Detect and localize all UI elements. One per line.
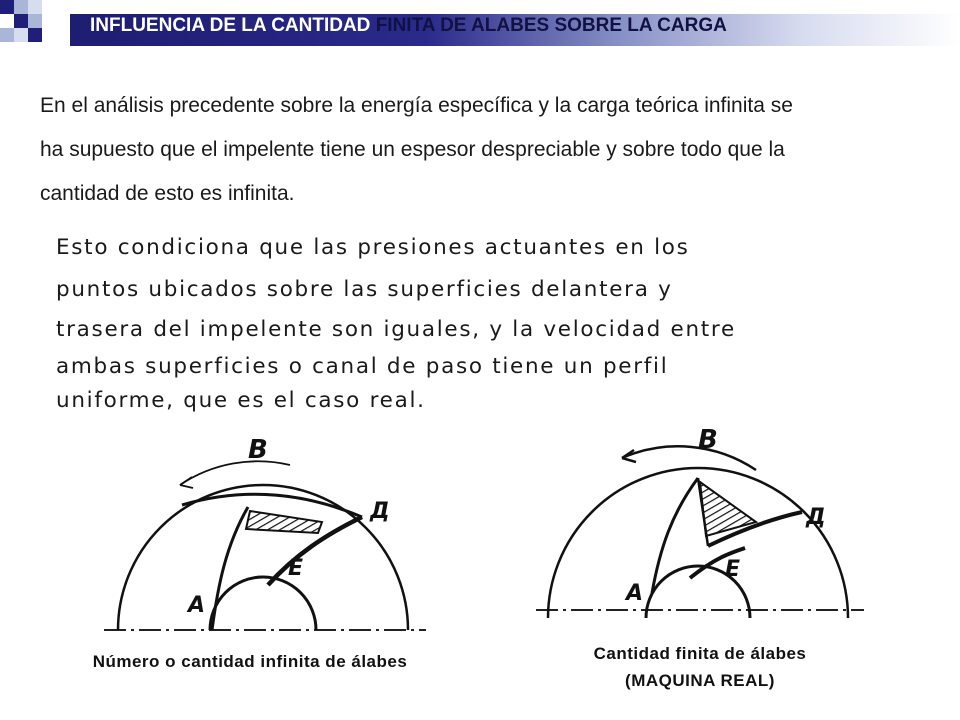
paragraph-line: Esto condiciona que las presiones actuantes en los: [56, 235, 690, 260]
outer-circle: [118, 485, 408, 630]
impeller-diagram-infinite-blades: [100, 425, 430, 650]
corner-decoration: [14, 0, 28, 14]
corner-decoration: [14, 14, 28, 28]
caption-line: (MAQUINA REAL): [625, 671, 775, 690]
slide-title-part2: FINITA DE ALABES SOBRE LA CARGA: [370, 15, 727, 36]
caption-finite-blades: [520, 640, 880, 694]
corner-decoration: [14, 28, 28, 42]
label-b: B: [248, 435, 268, 465]
hub-circle: [210, 577, 316, 630]
paragraph-line: puntos ubicados sobre las superficies delantera y: [56, 277, 673, 302]
label-d: Д: [370, 499, 390, 524]
outer-circle: [548, 468, 848, 618]
paragraph-line: ha supuesto que el impelente tiene un espesor despreciable y sobre todo que la: [40, 138, 785, 161]
label-b: B: [698, 425, 718, 455]
paragraph-line: En el análisis precedente sobre la energía específica y la carga teórica infinita se: [40, 94, 793, 117]
label-e: E: [288, 556, 304, 581]
paragraph-line: uniforme, que es el caso real.: [56, 388, 426, 413]
hatched-channel: [246, 511, 322, 533]
rotation-arrow: [622, 446, 756, 470]
corner-decoration: [28, 14, 42, 28]
blade-curve: [212, 507, 248, 630]
label-a: A: [188, 593, 206, 618]
slide-title: [90, 15, 727, 37]
label-a: A: [626, 581, 644, 606]
caption-line: Cantidad finita de álabes: [593, 644, 807, 663]
corner-decoration: [28, 0, 42, 14]
label-e: E: [725, 557, 741, 582]
rotation-arrow: [180, 461, 290, 485]
slide-title-part1: INFLUENCIA DE LA CANTIDAD: [90, 15, 371, 36]
impeller-diagram-finite-blades: [530, 418, 870, 650]
paragraph-1: [40, 84, 793, 216]
caption-infinite-blades: Número o cantidad infinita de álabes: [92, 652, 408, 671]
arrow-head-icon: [180, 477, 193, 488]
corner-decoration: [28, 28, 42, 42]
paragraph-line: cantidad de esto es infinita.: [40, 182, 295, 205]
paragraph-line: ambas superficies o canal de paso tiene un perfil: [56, 354, 669, 379]
corner-decoration: [0, 28, 14, 42]
paragraph-2: [56, 226, 736, 418]
label-d: Д: [806, 505, 826, 530]
corner-decoration: [0, 0, 14, 14]
paragraph-line: trasera del impelente son iguales, y la velocidad entre: [56, 317, 736, 342]
